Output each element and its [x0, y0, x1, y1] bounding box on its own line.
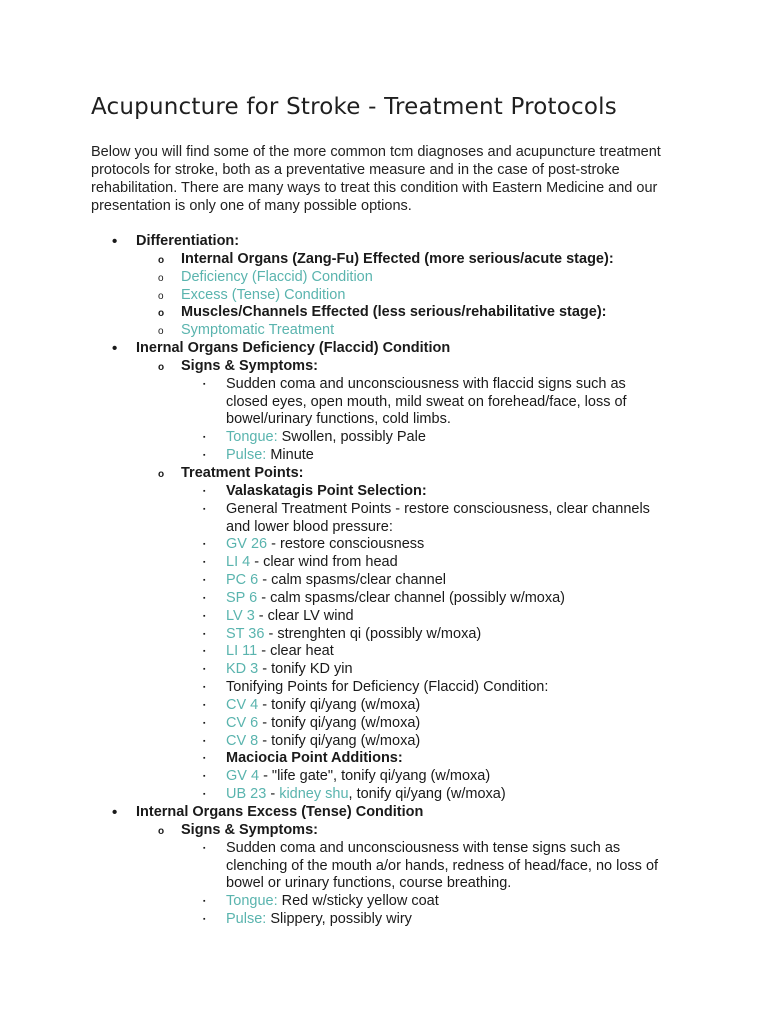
signs-symptoms-heading: Signs & Symptoms: [181, 357, 318, 374]
outline-item [0, 822, 768, 840]
outline-item [0, 501, 768, 519]
point-link[interactable]: GV 26 [226, 536, 268, 553]
point-link[interactable]: LI 4 [226, 554, 251, 571]
symptomatic-treatment-link[interactable]: Symptomatic Treatment [181, 322, 335, 339]
general-points-text: and lower blood pressure: [226, 518, 393, 535]
point-item [0, 554, 768, 572]
point-item [0, 733, 768, 751]
pulse-link[interactable]: Pulse: [226, 911, 267, 928]
point-link[interactable]: ST 36 [226, 625, 265, 642]
point-link[interactable]: KD 3 [226, 661, 259, 678]
outline-item [0, 429, 768, 447]
bullet-marker: ▪ [203, 648, 206, 656]
tongue-link[interactable]: Tongue: [226, 429, 278, 446]
bullet-marker: ▪ [203, 701, 206, 709]
bullet-marker: ▪ [203, 541, 206, 549]
point-link[interactable]: CV 6 [226, 714, 259, 731]
bullet-marker: ▪ [203, 630, 206, 638]
signs-text: closed eyes, open mouth, mild sweat on forehead/face, loss of [226, 393, 627, 410]
bullet-marker: ▪ [203, 791, 206, 799]
point-desc: - tonify qi/yang (w/moxa) [258, 732, 421, 749]
point-item [0, 536, 768, 554]
bullet-marker: ▪ [203, 594, 206, 602]
point-item [0, 715, 768, 733]
outline-item [0, 269, 768, 287]
point-desc: - tonify qi/yang (w/moxa) [258, 714, 421, 731]
point-item [0, 786, 768, 804]
kidney-shu-link[interactable]: kidney shu [279, 786, 349, 803]
outline-item [0, 287, 768, 305]
outline-item [0, 340, 768, 358]
bullet-marker: ▪ [203, 505, 206, 513]
outline-item [0, 376, 768, 394]
intro-paragraph: Below you will find some of the more common tcm diagnoses and acupuncture treatment protocols for stroke, both as a preventative measure and in the case of post-stroke rehabilitation. There are many ways to treat this condition with Eastern Medicine and our presentation is only one of many possible options. [91, 144, 661, 214]
bullet-marker: ▪ [203, 666, 206, 674]
tonifying-heading: Tonifying Points for Deficiency (Flaccid) Condition: [226, 679, 549, 696]
tongue-link[interactable]: Tongue: [226, 893, 278, 910]
bullet-marker: o [158, 326, 164, 338]
general-points-text: General Treatment Points - restore consciousness, clear channels [226, 500, 650, 517]
muscles-channels-heading: Muscles/Channels Effected (less serious/rehabilitative stage): [181, 304, 607, 321]
outline-item [0, 465, 768, 483]
bullet-marker: ▪ [203, 577, 206, 585]
bullet-marker: ▪ [203, 844, 206, 852]
excess-condition-link[interactable]: Excess (Tense) Condition [181, 286, 346, 303]
point-link[interactable]: LI 11 [226, 643, 258, 660]
point-link[interactable]: UB 23 [226, 786, 267, 803]
bullet-marker: o [158, 825, 165, 837]
point-link[interactable]: CV 8 [226, 732, 259, 749]
pulse-text: Slippery, possibly wiry [266, 911, 412, 928]
point-link[interactable]: CV 4 [226, 696, 259, 713]
outline-item [0, 251, 768, 269]
point-link[interactable]: SP 6 [226, 589, 258, 606]
point-desc: - "life gate", tonify qi/yang (w/moxa) [259, 768, 491, 785]
bullet-marker: ▪ [203, 898, 206, 906]
point-item [0, 643, 768, 661]
signs-text: Sudden coma and unconsciousness with tense signs such as [226, 839, 621, 856]
bullet-marker: • [112, 804, 118, 821]
bullet-marker: o [158, 290, 164, 302]
point-desc: - clear wind from head [250, 554, 398, 571]
bullet-marker: o [158, 254, 165, 266]
point-link[interactable]: PC 6 [226, 572, 259, 589]
deficiency-condition-link[interactable]: Deficiency (Flaccid) Condition [181, 268, 373, 285]
tongue-text: Red w/sticky yellow coat [277, 893, 439, 910]
outline-item-continuation [0, 519, 768, 537]
page-title: Acupuncture for Stroke - Treatment Protocols [91, 94, 617, 120]
outline-item [0, 358, 768, 376]
signs-text: bowel/urinary functions, cold limbs. [226, 411, 451, 428]
bullet-marker: ▪ [203, 487, 206, 495]
point-item [0, 572, 768, 590]
tongue-text: Swollen, possibly Pale [277, 429, 426, 446]
outline-item-continuation [0, 875, 768, 893]
bullet-marker: ▪ [203, 452, 206, 460]
point-desc: - tonify KD yin [258, 661, 353, 678]
bullet-marker: ▪ [203, 612, 206, 620]
pulse-text: Minute [266, 447, 314, 464]
point-selection-heading: Valaskatagis Point Selection: [226, 482, 427, 499]
differentiation-heading: Differentiation: [136, 233, 240, 249]
bullet-marker: ▪ [203, 916, 206, 924]
protocol-outline [0, 233, 768, 929]
point-desc: - strenghten qi (possibly w/moxa) [264, 625, 482, 642]
outline-item-continuation [0, 394, 768, 412]
outline-item [0, 893, 768, 911]
pulse-link[interactable]: Pulse: [226, 447, 267, 464]
point-item [0, 661, 768, 679]
outline-item [0, 679, 768, 697]
excess-section-heading: Internal Organs Excess (Tense) Condition [136, 804, 424, 820]
bullet-marker: ▪ [203, 755, 206, 763]
point-desc: - clear heat [257, 643, 334, 660]
outline-item [0, 804, 768, 822]
maciocia-heading: Maciocia Point Additions: [226, 750, 403, 767]
outline-item [0, 840, 768, 858]
signs-text: Sudden coma and unconsciousness with flaccid signs such as [226, 375, 626, 392]
internal-organs-heading: Internal Organs (Zang-Fu) Effected (more serious/acute stage): [181, 250, 614, 267]
bullet-marker: • [112, 340, 118, 358]
bullet-marker: o [158, 468, 165, 480]
bullet-marker: ▪ [203, 559, 206, 567]
outline-item [0, 483, 768, 501]
outline-item [0, 447, 768, 465]
point-desc: - calm spasms/clear channel [258, 572, 447, 589]
signs-text: clenching of the mouth a/or hands, redness of head/face, no loss of [226, 857, 659, 874]
point-desc: - clear LV wind [254, 607, 354, 624]
bullet-marker: o [158, 272, 164, 284]
signs-symptoms-heading: Signs & Symptoms: [181, 821, 318, 838]
point-desc: - calm spasms/clear channel (possibly w/moxa) [257, 589, 566, 606]
bullet-marker: o [158, 308, 165, 320]
point-item [0, 608, 768, 626]
point-separator: - [266, 786, 280, 803]
bullet-marker: o [158, 361, 165, 373]
outline-item-continuation [0, 411, 768, 429]
point-desc: - tonify qi/yang (w/moxa) [258, 696, 421, 713]
bullet-marker: ▪ [203, 380, 206, 388]
point-item [0, 626, 768, 644]
treatment-points-heading: Treatment Points: [181, 464, 304, 481]
outline-item [0, 322, 768, 340]
outline-item [0, 233, 768, 251]
point-link[interactable]: GV 4 [226, 768, 260, 785]
point-desc: , tonify qi/yang (w/moxa) [348, 786, 506, 803]
bullet-marker: ▪ [203, 434, 206, 442]
bullet-marker: ▪ [203, 719, 206, 727]
deficiency-section-heading: Inernal Organs Deficiency (Flaccid) Condition [136, 340, 451, 357]
bullet-marker: ▪ [203, 737, 206, 745]
bullet-marker: • [112, 233, 118, 250]
outline-item-continuation [0, 858, 768, 876]
outline-item [0, 750, 768, 768]
bullet-marker: ▪ [203, 773, 206, 781]
signs-text: bowel or urinary functions, course breathing. [226, 875, 512, 892]
point-desc: - restore consciousness [267, 536, 425, 553]
outline-item [0, 304, 768, 322]
point-link[interactable]: LV 3 [226, 607, 255, 624]
point-item [0, 697, 768, 715]
outline-item [0, 911, 768, 929]
point-item [0, 768, 768, 786]
bullet-marker: ▪ [203, 684, 206, 692]
point-item [0, 590, 768, 608]
